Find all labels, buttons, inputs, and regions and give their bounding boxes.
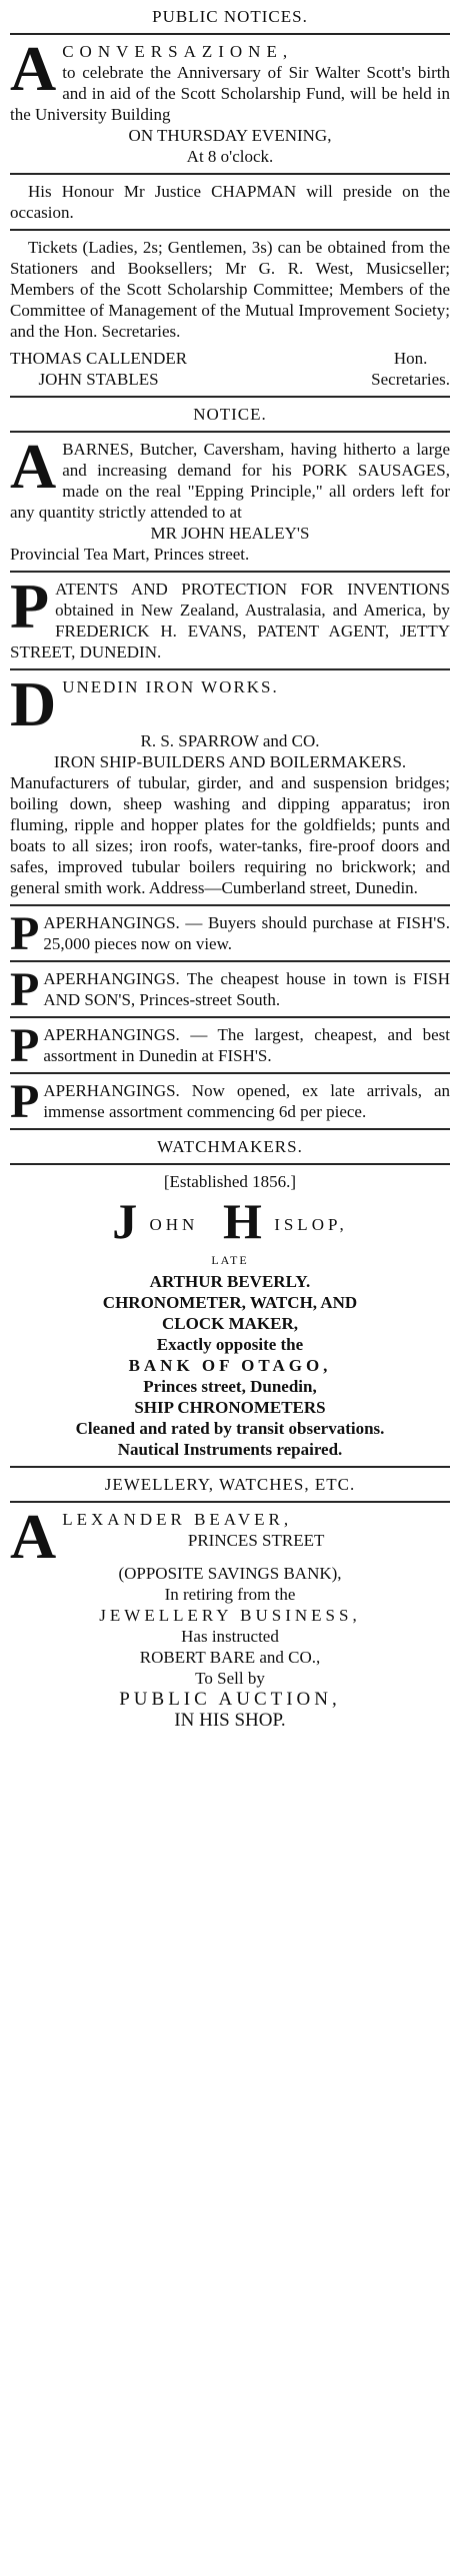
paperhangings-notice-3 bbox=[10, 1019, 450, 1072]
to-sell-by: To Sell by bbox=[195, 1669, 265, 1688]
divider bbox=[10, 229, 450, 231]
public-auction: PUBLIC AUCTION, bbox=[119, 1689, 341, 1710]
drop-cap: P bbox=[10, 963, 40, 1016]
paperhangings-body: APERHANGINGS. Now opened, ex late arrivals, an immense assortment commencing 6d per piece. bbox=[43, 1081, 450, 1121]
big-j: J bbox=[112, 1193, 142, 1249]
robert-bare: ROBERT BARE and CO., bbox=[139, 1648, 321, 1667]
big-h: H bbox=[223, 1193, 266, 1249]
conversazione-when: ON THURSDAY EVENING, bbox=[128, 126, 332, 145]
conversazione-title: CONVERSAZIONE, bbox=[62, 42, 294, 61]
paperhangings-body: APERHANGINGS. — The largest, cheapest, and best assortment in Dunedin at FISH'S. bbox=[43, 1025, 450, 1065]
bank-of-otago: BANK OF OTAGO, bbox=[128, 1356, 332, 1375]
divider bbox=[10, 960, 450, 962]
public-notices-header: PUBLIC NOTICES. bbox=[152, 7, 308, 26]
iron-works-firm: R. S. SPARROW and CO. bbox=[140, 731, 320, 750]
paperhangings-notice-4 bbox=[10, 1075, 450, 1128]
healey-name: MR JOHN HEALEY'S bbox=[150, 524, 310, 543]
tickets-notice: Tickets (Ladies, 2s; Gentlemen, 3s) can be obtained from the Stationers and Booksellers; Mr G. R. West, Musicseller; Members of the Scott Scholarship Committee; Members of the Committee of Management of the Mutual Improvement Society; and the Hon. Secretaries. bbox=[10, 238, 450, 341]
divider bbox=[10, 1016, 450, 1018]
signatory-title-2: Secretaries. bbox=[371, 370, 450, 389]
signatory-2: JOHN STABLES bbox=[38, 370, 159, 389]
divider bbox=[10, 571, 450, 573]
conversazione-body: to celebrate the Anniversary of Sir Walter Scott's birth and in aid of the Scott Scholarship Fund, will be held in the University Building bbox=[10, 63, 450, 124]
newspaper-column bbox=[10, 6, 450, 1731]
chronometer: CHRONOMETER, WATCH, AND bbox=[102, 1293, 358, 1312]
conversazione-time: At 8 o'clock. bbox=[186, 147, 274, 166]
divider bbox=[10, 431, 450, 433]
patents-body: ATENTS AND PROTECTION FOR INVENTIONS obtained in New Zealand, Australasia, and America, by FREDERICK H. EVANS, PATENT AGENT, JETTY STREET, DUNEDIN. bbox=[10, 580, 450, 661]
watchmakers-header: WATCHMAKERS. bbox=[157, 1137, 303, 1156]
drop-cap: D bbox=[10, 668, 57, 739]
beaver-name: LEXANDER BEAVER, bbox=[62, 1510, 293, 1529]
divider bbox=[10, 1466, 450, 1468]
drop-cap: P bbox=[10, 1019, 40, 1072]
exactly-opposite: Exactly opposite the bbox=[156, 1335, 304, 1354]
islop: ISLOP, bbox=[274, 1215, 348, 1234]
signature-block bbox=[10, 348, 450, 390]
notice-header: NOTICE. bbox=[193, 405, 267, 424]
divider bbox=[10, 668, 450, 670]
barnes-notice bbox=[10, 431, 450, 565]
nautical: Nautical Instruments repaired. bbox=[117, 1440, 343, 1459]
patents-notice bbox=[10, 571, 450, 662]
signatory-title-1: Hon. bbox=[393, 349, 428, 368]
retiring: In retiring from the bbox=[164, 1585, 296, 1604]
signatory-1: THOMAS CALLENDER bbox=[10, 349, 188, 368]
divider bbox=[10, 396, 450, 398]
barnes-body: BARNES, Butcher, Caversham, having hitherto a large and increasing demand for his PORK SAUSAGES, made on the real "Epping Principle," all orders left for any quantity strictly attended to at bbox=[10, 440, 450, 522]
established: [Established 1856.] bbox=[163, 1172, 297, 1191]
paperhangings-notice-1 bbox=[10, 907, 450, 960]
clock-maker: CLOCK MAKER, bbox=[162, 1314, 298, 1333]
divider bbox=[10, 1501, 450, 1503]
drop-cap: P bbox=[10, 907, 40, 960]
drop-cap: A bbox=[10, 33, 57, 104]
signatory-names bbox=[10, 348, 187, 390]
divider bbox=[10, 904, 450, 906]
has-instructed: Has instructed bbox=[181, 1627, 279, 1646]
paperhangings-notice-2 bbox=[10, 963, 450, 1016]
tea-mart: Provincial Tea Mart, Princes street. bbox=[10, 545, 250, 564]
divider bbox=[10, 1072, 450, 1074]
arthur-beverly: ARTHUR BEVERLY. bbox=[149, 1272, 311, 1291]
cleaned-rated: Cleaned and rated by transit observations. bbox=[75, 1419, 385, 1438]
honour-notice: His Honour Mr Justice CHAPMAN will preside on the occasion. bbox=[10, 182, 450, 222]
jewellery-business: JEWELLERY BUSINESS, bbox=[99, 1606, 361, 1625]
ship-chronometers: SHIP CHRONOMETERS bbox=[134, 1398, 326, 1417]
iron-works-trade: IRON SHIP-BUILDERS AND BOILERMAKERS. bbox=[53, 752, 407, 771]
john-hislop bbox=[10, 1193, 450, 1249]
jewellery-header: JEWELLERY, WATCHES, ETC. bbox=[104, 1475, 356, 1494]
drop-cap: P bbox=[10, 1075, 40, 1128]
drop-cap: P bbox=[10, 571, 50, 642]
iron-works-title: UNEDIN IRON WORKS. bbox=[62, 677, 279, 696]
iron-works-body: Manufacturers of tubular, girder, and and suspension bridges; boiling down, sheep washing and dipping apparatus; iron fluming, ripple and hopper plates for the goldfields; punts and boats to all sizes; iron roofs, water-tanks, fire-proof doors and safes, improved tubular boilers requiring no brickwork; and general smith work. Address—Cumberland street, Dunedin. bbox=[10, 773, 450, 897]
signatory-titles bbox=[371, 348, 450, 390]
drop-cap: A bbox=[10, 1501, 57, 1572]
divider bbox=[10, 1128, 450, 1130]
beaver-notice bbox=[10, 1501, 450, 1731]
beaver-opposite: (OPPOSITE SAVINGS BANK), bbox=[118, 1564, 342, 1583]
divider bbox=[10, 173, 450, 175]
iron-works-notice bbox=[10, 668, 450, 898]
ohn: OHN bbox=[149, 1215, 199, 1234]
late: LATE bbox=[211, 1253, 249, 1267]
paperhangings-body: APERHANGINGS. The cheapest house in town is FISH AND SON'S, Princes-street South. bbox=[43, 969, 450, 1009]
paperhangings-body: APERHANGINGS. — Buyers should purchase at FISH'S. 25,000 pieces now on view. bbox=[43, 913, 450, 953]
drop-cap: A bbox=[10, 431, 57, 502]
beaver-street: PRINCES STREET bbox=[187, 1531, 325, 1550]
in-his-shop: IN HIS SHOP. bbox=[174, 1710, 286, 1731]
divider bbox=[10, 1163, 450, 1165]
princes-street: Princes street, Dunedin, bbox=[143, 1377, 317, 1396]
conversazione-notice bbox=[10, 33, 450, 167]
divider bbox=[10, 33, 450, 35]
